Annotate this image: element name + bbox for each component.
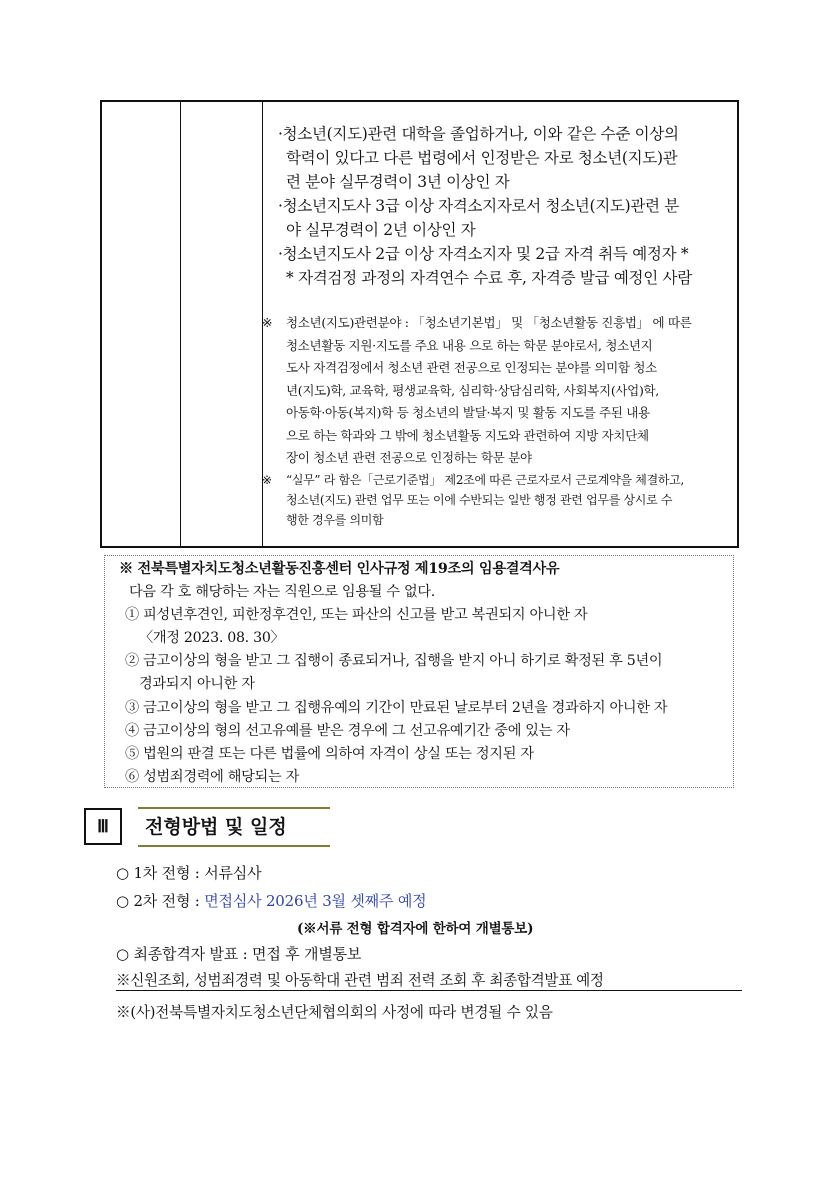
disqualification-item: ② 금고이상의 형을 받고 그 집행이 종료되거나, 집행을 받지 아니 하기로 확정된 후 5년이 <box>125 653 663 670</box>
disqualification-box <box>104 555 734 788</box>
qualification-line: ·청소년(지도)관련 대학을 졸업하거나, 이와 같은 수준 이상의 <box>278 125 679 143</box>
stage1-item: ○ 1차 전형 : 서류심사 <box>116 864 262 882</box>
note-line: 청소년(지도)관련분야 : 「청소년기본법」 및 「청소년활동 진흥법」 에 따른 <box>286 315 692 330</box>
note-practical-experience <box>262 470 738 530</box>
disqualification-item: 경과되지 아니한 자 <box>139 676 255 693</box>
qualification-line: ·청소년지도사 3급 이상 자격소지자로서 청소년(지도)관련 분 <box>278 197 679 215</box>
disqualification-intro: 다음 각 호 해당하는 자는 직원으로 임용될 수 없다. <box>129 584 435 601</box>
note-line: 행한 경우를 의미함 <box>286 512 384 527</box>
notice-subject-to-change: ※(사)전북특별자치도청소년단체협의회의 사정에 따라 변경될 수 있음 <box>116 1004 553 1021</box>
section-title <box>138 807 330 847</box>
qualification-line: ·청소년지도사 2급 이상 자격소지자 및 2급 자격 취득 예정자 * <box>278 245 689 263</box>
notice-background-check: ※신원조회, 성범죄경력 및 아동학대 관련 범죄 전력 조회 후 최종합격발표 예정 <box>116 969 742 991</box>
disqualification-item: ⑥ 성범죄경력에 해당되는 자 <box>125 768 299 785</box>
note-line: “실무” 라 함은「근로기준법」 제2조에 따른 근로자로서 근로계약을 체결하고, <box>286 472 684 487</box>
field-notes <box>262 312 738 530</box>
stage2-item <box>116 890 426 911</box>
note-related-field <box>262 312 738 470</box>
disqualification-item: ④ 금고이상의 형의 선고유예를 받은 경우에 그 선고유예기간 중에 있는 자 <box>125 722 570 739</box>
final-announcement: ○ 최종합격자 발표 : 면접 후 개별통보 <box>116 945 362 963</box>
disqualification-item: ① 피성년후견인, 피한정후견인, 또는 파산의 신고를 받고 복권되지 아니한 자 <box>125 607 588 624</box>
note-line: 으로 하는 학과와 그 밖에 청소년활동 지도와 관련하여 지방 자치단체 <box>286 427 649 443</box>
disqualification-title: ※ 전북특별자치도청소년활동진흥센터 인사규정 제19조의 임용결격사유 <box>119 561 560 577</box>
disqualification-item: ⑤ 법원의 판결 또는 다른 법률에 의하여 자격이 상실 또는 정지된 자 <box>125 745 534 762</box>
qualification-line: 야 실무경력이 2년 이상인 자 <box>286 221 476 239</box>
stage2-value: 면접심사 2026년 3월 셋째주 예정 <box>204 892 427 910</box>
stage2-label: ○ 2차 전형 : <box>116 892 205 910</box>
section-number: Ⅲ <box>84 808 122 845</box>
disqualification-item: 〈개정 2023. 08. 30〉 <box>139 630 285 647</box>
note-line: 년(지도)학, 교육학, 평생교육학, 심리학·상담심리학, 사회복지(사업)학, <box>286 382 659 398</box>
stage2-note: (※서류 전형 합격자에 한하여 개별통보) <box>297 921 534 937</box>
qualification-line: * 자격검정 과정의 자격연수 수료 후, 자격증 발급 예정인 사람 <box>286 269 692 287</box>
qualification-line: 련 분야 실무경력이 3년 이상인 자 <box>286 173 510 191</box>
reference-mark: ※ <box>262 472 272 487</box>
disqualification-item: ③ 금고이상의 형을 받고 그 집행유예의 기간이 만료된 날로부터 2년을 경과하지 아니한 자 <box>125 699 668 716</box>
note-line: 도사 자격검정에서 청소년 관련 전공으로 인정되는 분야를 의미함 청소 <box>286 360 657 375</box>
qualification-table <box>100 100 739 548</box>
note-line: 장이 청소년 관련 전공으로 인정하는 학문 분야 <box>286 450 532 465</box>
reference-mark: ※ <box>262 315 273 330</box>
note-line: 청소년활동 지원·지도를 주요 내용 으로 하는 학문 분야로서, 청소년지 <box>286 337 653 353</box>
qualification-line: 학력이 있다고 다른 법령에서 인정받은 자로 청소년(지도)관 <box>286 149 678 167</box>
qualification-list <box>278 122 734 290</box>
table-divider <box>180 102 181 546</box>
section-title-text: 전형방법 및 일정 <box>145 816 287 838</box>
note-line: 청소년(지도) 관련 업무 또는 이에 수반되는 일반 행정 관련 업무를 상시로 수 <box>286 492 673 507</box>
note-line: 아동학·아동(복지)학 등 청소년의 발달·복지 및 활동 지도를 주된 내용 <box>286 405 650 420</box>
